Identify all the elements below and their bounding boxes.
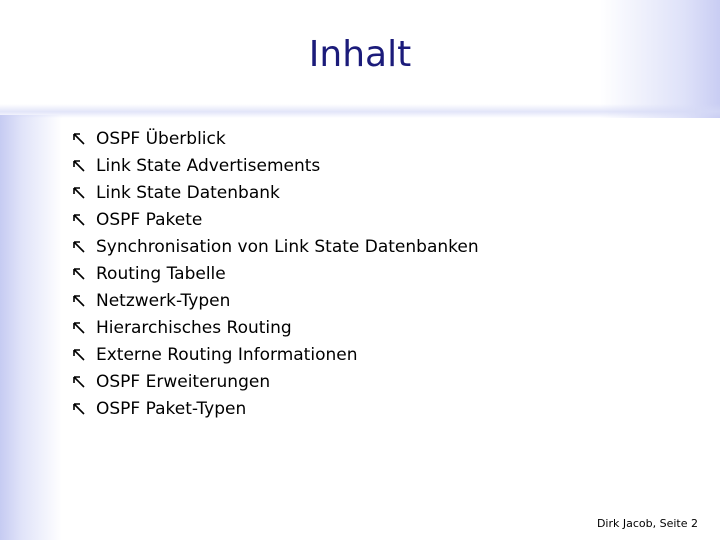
list-item-label: OSPF Überblick	[96, 128, 226, 149]
slide-footer: Dirk Jacob, Seite 2	[596, 517, 698, 530]
arrow-up-left-icon	[72, 267, 86, 281]
list-item	[72, 152, 479, 179]
left-gradient-bar	[0, 115, 62, 540]
bullet-list	[72, 125, 479, 422]
slide-title: Inhalt	[308, 34, 412, 75]
arrow-up-left-icon	[72, 402, 86, 416]
list-item-label: OSPF Pakete	[96, 209, 203, 230]
arrow-up-left-icon	[72, 186, 86, 200]
list-item	[72, 260, 479, 287]
arrow-up-left-icon	[72, 132, 86, 146]
arrow-up-left-icon	[72, 159, 86, 173]
list-item-label: Link State Advertisements	[96, 155, 321, 176]
list-item-label: Routing Tabelle	[96, 263, 226, 284]
arrow-up-left-icon	[72, 348, 86, 362]
list-item	[72, 125, 479, 152]
arrow-up-left-icon	[72, 321, 86, 335]
list-item	[72, 179, 479, 206]
list-item	[72, 287, 479, 314]
list-item	[72, 395, 479, 422]
title-divider-band	[0, 104, 720, 118]
list-item-label: Netzwerk-Typen	[96, 290, 231, 311]
list-item-label: OSPF Erweiterungen	[96, 371, 271, 392]
list-item-label: Link State Datenbank	[96, 182, 280, 203]
list-item	[72, 206, 479, 233]
list-item-label: Externe Routing Informationen	[96, 344, 358, 365]
list-item	[72, 341, 479, 368]
arrow-up-left-icon	[72, 294, 86, 308]
list-item	[72, 233, 479, 260]
list-item-label: Synchronisation von Link State Datenbanken	[96, 236, 479, 257]
list-item	[72, 368, 479, 395]
list-item	[72, 314, 479, 341]
arrow-up-left-icon	[72, 375, 86, 389]
arrow-up-left-icon	[72, 240, 86, 254]
list-item-label: OSPF Paket-Typen	[96, 398, 247, 419]
arrow-up-left-icon	[72, 213, 86, 227]
list-item-label: Hierarchisches Routing	[96, 317, 292, 338]
